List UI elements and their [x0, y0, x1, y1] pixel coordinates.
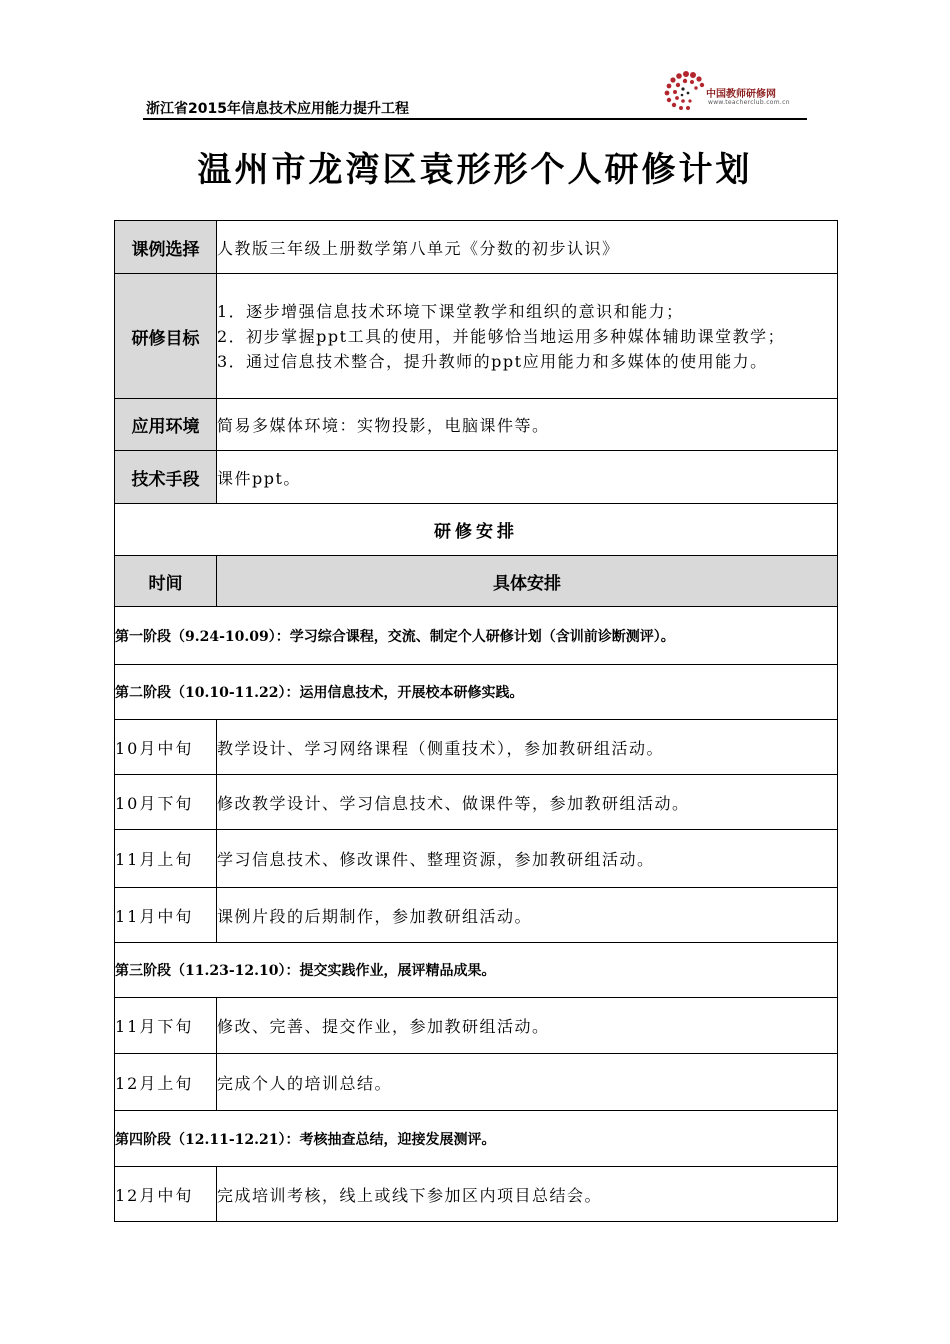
detail-cell: 完成个人的培训总结。: [217, 1054, 838, 1111]
phase-1: 第一阶段（9.24-10.09）：学习综合课程，交流、制定个人研修计划（含训前诊断测评）。: [115, 607, 838, 665]
phase-row: [115, 665, 838, 720]
phase-2: 第二阶段（10.10-11.22）：运用信息技术，开展校本研修实践。: [115, 665, 838, 720]
page-title: 温州市龙湾区袁形形个人研修计划: [197, 150, 753, 190]
section-row: [115, 504, 838, 556]
goals-label: 研修目标: [115, 274, 217, 399]
detail-cell: 修改教学设计、学习信息技术、做课件等，参加教研组活动。: [217, 775, 838, 830]
table-row: [115, 830, 838, 888]
time-cell: 12月中旬: [115, 1167, 217, 1222]
table-row: [115, 1167, 838, 1222]
table-row: [115, 775, 838, 830]
phase-row: [115, 943, 838, 998]
header-project-title: 浙江省2015年信息技术应用能力提升工程: [146, 101, 409, 117]
detail-cell: 修改、完善、提交作业，参加教研组活动。: [217, 998, 838, 1054]
course-label: 课例选择: [115, 221, 217, 274]
tech-value: 课件ppt。: [217, 451, 838, 504]
phase-4: 第四阶段（12.11-12.21）：考核抽查总结，迎接发展测评。: [115, 1111, 838, 1167]
logo-text-en: www.teacherclub.com.cn: [708, 99, 790, 106]
course-value: 人教版三年级上册数学第八单元《分数的初步认识》: [217, 221, 838, 274]
detail-cell: 课例片段的后期制作，参加教研组活动。: [217, 888, 838, 943]
goals-row: [115, 274, 838, 399]
table-row: [115, 888, 838, 943]
tech-row: [115, 451, 838, 504]
logo-text-cn: 中国教师研修网: [706, 89, 776, 100]
phase-3: 第三阶段（11.23-12.10）：提交实践作业，展评精品成果。: [115, 943, 838, 998]
column-header-detail: 具体安排: [217, 556, 838, 607]
course-row: [115, 221, 838, 274]
tech-label: 技术手段: [115, 451, 217, 504]
time-cell: 10月中旬: [115, 720, 217, 775]
goal-item: 1．逐步增强信息技术环境下课堂教学和组织的意识和能力；: [217, 301, 684, 321]
phase-row: [115, 607, 838, 665]
table-row: [115, 998, 838, 1054]
column-header-time: 时间: [115, 556, 217, 607]
env-label: 应用环境: [115, 399, 217, 451]
table-row: [115, 1054, 838, 1111]
time-cell: 11月中旬: [115, 888, 217, 943]
time-cell: 11月上旬: [115, 830, 217, 888]
goals-list: [217, 274, 838, 399]
time-cell: 11月下旬: [115, 998, 217, 1054]
time-cell: 12月上旬: [115, 1054, 217, 1111]
plan-table: [114, 220, 838, 1222]
detail-cell: 学习信息技术、修改课件、整理资源，参加教研组活动。: [217, 830, 838, 888]
detail-cell: 教学设计、学习网络课程（侧重技术），参加教研组活动。: [217, 720, 838, 775]
schedule-section-title: 研修安排: [115, 504, 838, 556]
goal-item: 2．初步掌握ppt工具的使用，并能够恰当地运用多种媒体辅助课堂教学；: [217, 326, 786, 346]
phase-row: [115, 1111, 838, 1167]
goal-item: 3．通过信息技术整合，提升教师的ppt应用能力和多媒体的使用能力。: [217, 351, 768, 371]
table-row: [115, 720, 838, 775]
time-cell: 10月下旬: [115, 775, 217, 830]
env-row: [115, 399, 838, 451]
env-value: 简易多媒体环境：实物投影，电脑课件等。: [217, 399, 838, 451]
detail-cell: 完成培训考核，线上或线下参加区内项目总结会。: [217, 1167, 838, 1222]
schedule-header-row: [115, 556, 838, 607]
header-divider: [143, 118, 807, 120]
